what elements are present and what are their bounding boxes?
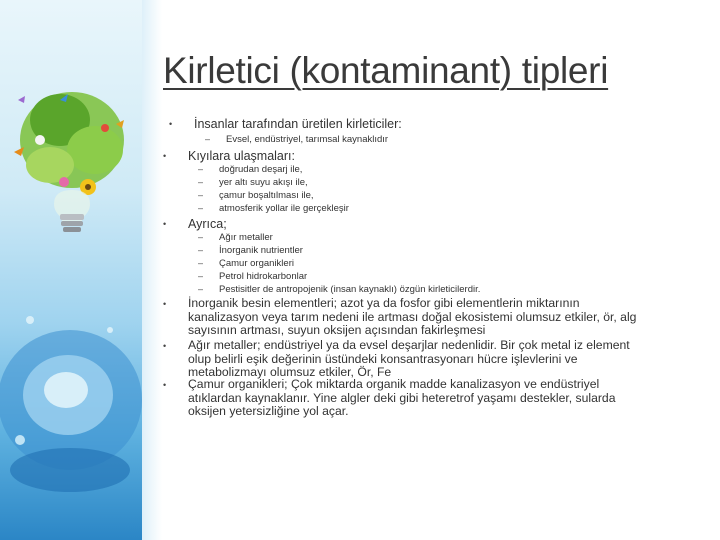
sub-item: Ağır metaller	[219, 232, 273, 243]
dash-marker: –	[198, 164, 204, 174]
sub-item: Evsel, endüstriyel, tarımsal kaynaklıdır	[226, 134, 389, 145]
dash-marker: –	[205, 134, 211, 144]
sidebar-image	[0, 0, 142, 540]
bullet-marker: •	[163, 151, 167, 161]
dash-marker: –	[198, 284, 204, 294]
sub-item: atmosferik yollar ile gerçekleşir	[219, 203, 349, 214]
bullet-marker: •	[163, 219, 167, 229]
sub-item: Pestisitler de antropojenik (insan kaynaklı) özgün kirleticilerdir.	[219, 284, 481, 295]
paragraph-camur-organikleri: Çamur organikleri; Çok miktarda organik madde kanalizasyon ve endüstriyel atıklardan kaynaklanır. Yine algler deki gibi heteretrof yaşamı destekler, sularda oksijen yetersizliğine yol açar.	[188, 377, 616, 419]
sub-item: Petrol hidrokarbonlar	[219, 271, 308, 282]
bullet-marker: •	[163, 380, 167, 390]
sub-item: çamur boşaltılması ile,	[219, 190, 314, 201]
dash-marker: –	[198, 245, 204, 255]
bullet-marker: •	[163, 341, 167, 351]
paragraph-agir-metaller: Ağır metaller; endüstriyel ya da evsel deşarjlar nedenlidir. Bir çok metal iz element olup belirli eşik değerinin üstündeki konsantrasyonarı hücre işlevlerini ve metabolizmayı olumsuz etkiler, Ör, Fe	[188, 338, 630, 380]
bullet-insan-kaynakli: İnsanlar tarafından üretilen kirleticiler:	[194, 117, 402, 131]
dash-marker: –	[198, 271, 204, 281]
sidebar-fade	[142, 0, 162, 540]
eco-bulb-water-illustration	[0, 0, 142, 540]
sub-item: yer altı suyu akışı ile,	[219, 177, 308, 188]
sub-item: İnorganik nutrientler	[219, 245, 303, 256]
bullet-marker: •	[163, 299, 167, 309]
page-title: Kirletici (kontaminant) tipleri	[163, 50, 609, 91]
sub-item: Çamur organikleri	[219, 258, 294, 269]
bullet-kiyilara-ulasma: Kıyılara ulaşmaları:	[188, 149, 295, 163]
dash-marker: –	[198, 232, 204, 242]
paragraph-inorganik-besin: İnorganik besin elementleri; azot ya da fosfor gibi elementlerin miktarının kanalizasyon veya tarım nedeni ile artması doğal ekosistemi olumsuz etkiler, ör, alg sayısının artması, suyun oksijen açısından fakirleşmesi	[188, 296, 637, 338]
dash-marker: –	[198, 258, 204, 268]
dash-marker: –	[198, 190, 204, 200]
sub-item: doğrudan deşarj ile,	[219, 164, 303, 175]
dash-marker: –	[198, 177, 204, 187]
bullet-marker: •	[169, 119, 173, 129]
dash-marker: –	[198, 203, 204, 213]
bullet-ayrica: Ayrıca;	[188, 217, 227, 231]
